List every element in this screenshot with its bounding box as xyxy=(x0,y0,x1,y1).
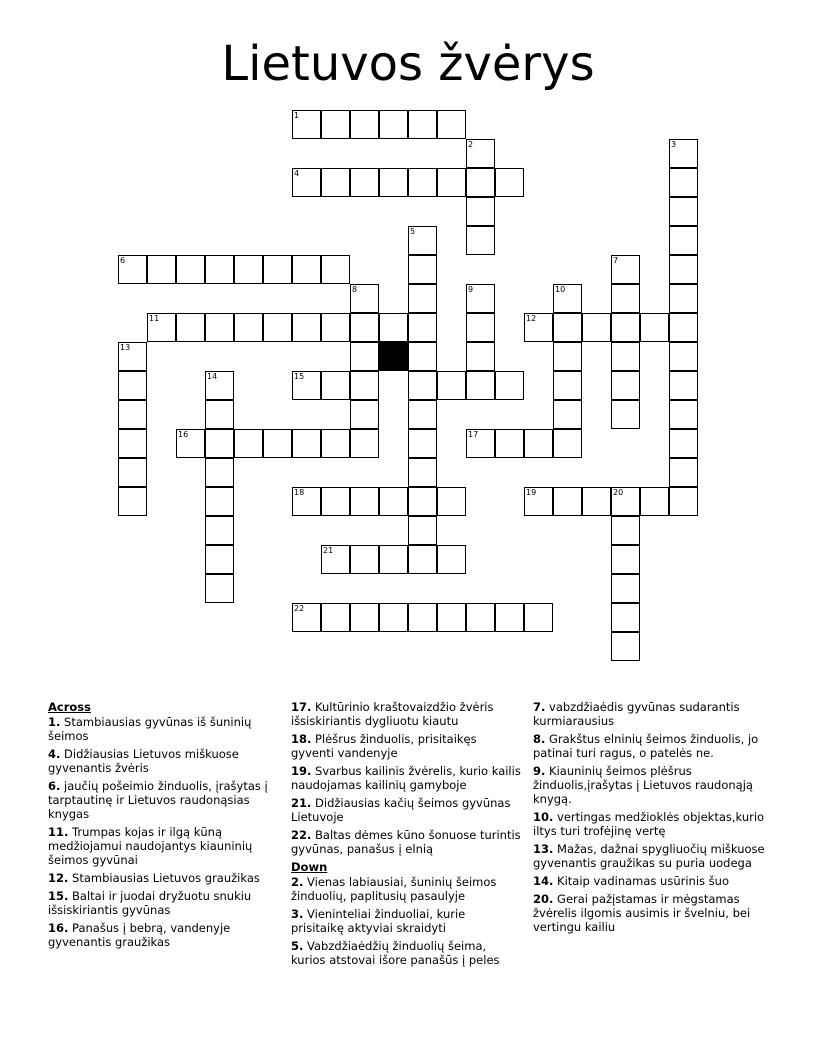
clue-text: Baltai ir juodai dryžuotu snukiu išsiskiriantis gyvūnas xyxy=(48,889,252,917)
clue-number: 2 xyxy=(468,140,474,149)
grid-cell[interactable] xyxy=(408,110,437,139)
grid-cell[interactable] xyxy=(669,342,698,371)
clue-number: 19 xyxy=(526,488,537,497)
clue-text: Vabzdžiaėdžių žinduolių šeima, kurios atstovai išore panašūs į peles xyxy=(291,939,500,967)
grid-cell[interactable] xyxy=(553,487,582,516)
grid-cell[interactable] xyxy=(582,313,611,342)
clue-item xyxy=(291,764,521,792)
grid-cell[interactable] xyxy=(292,603,321,632)
clue-number-label: 7. xyxy=(533,700,546,714)
clue-number: 3 xyxy=(671,140,677,149)
clue-number-label: 11. xyxy=(48,825,69,839)
grid-cell[interactable] xyxy=(466,313,495,342)
grid-cell[interactable] xyxy=(321,168,350,197)
clue-item xyxy=(533,732,769,760)
grid-cell[interactable] xyxy=(205,487,234,516)
clue-item xyxy=(291,875,521,903)
clue-number: 4 xyxy=(294,169,300,178)
clue-text: Svarbus kailinis žvėrelis, kurio kailis naudojamas kailinių gamyboje xyxy=(291,764,521,792)
grid-cell[interactable] xyxy=(582,487,611,516)
grid-cell[interactable] xyxy=(350,429,379,458)
grid-cell[interactable] xyxy=(408,255,437,284)
clue-number-label: 13. xyxy=(533,842,554,856)
clues-column-1 xyxy=(48,700,278,953)
clue-number-label: 17. xyxy=(291,700,312,714)
grid-cell[interactable] xyxy=(611,632,640,661)
grid-cell[interactable] xyxy=(611,284,640,313)
grid-cell[interactable] xyxy=(205,516,234,545)
grid-cell[interactable] xyxy=(466,197,495,226)
grid-cell[interactable] xyxy=(669,226,698,255)
grid-cell[interactable] xyxy=(408,226,437,255)
clue-text: Baltas dėmes kūno šonuose turintis gyvūnas, panašus į elnią xyxy=(291,828,521,856)
grid-cell[interactable] xyxy=(437,371,466,400)
grid-cell[interactable] xyxy=(408,400,437,429)
grid-cell[interactable] xyxy=(553,400,582,429)
grid-cell[interactable] xyxy=(611,603,640,632)
grid-cell[interactable] xyxy=(466,371,495,400)
grid-cell[interactable] xyxy=(176,255,205,284)
grid-cell[interactable] xyxy=(263,429,292,458)
grid-cell[interactable] xyxy=(408,458,437,487)
grid-cell[interactable] xyxy=(553,313,582,342)
clue-item xyxy=(533,810,769,838)
clue-item xyxy=(48,747,278,775)
page-title: Lietuvos žvėrys xyxy=(221,36,595,92)
clue-number: 5 xyxy=(410,227,416,236)
clue-item xyxy=(48,871,278,885)
grid-cell[interactable] xyxy=(437,603,466,632)
grid-cell[interactable] xyxy=(408,429,437,458)
grid-cell[interactable] xyxy=(466,284,495,313)
clue-item xyxy=(291,939,521,967)
grid-cell[interactable] xyxy=(669,255,698,284)
clue-text: Mažas, dažnai spygliuočių miškuose gyvenantis graužikas su puria uodega xyxy=(533,842,765,870)
grid-cell[interactable] xyxy=(147,255,176,284)
clue-item xyxy=(291,907,521,935)
clue-text: Kitaip vadinamas usūrinis šuo xyxy=(553,874,729,888)
clue-item xyxy=(533,764,769,806)
grid-cell[interactable] xyxy=(321,110,350,139)
grid-cell[interactable] xyxy=(350,603,379,632)
grid-cell[interactable] xyxy=(379,487,408,516)
clue-number: 18 xyxy=(294,488,305,497)
clue-number: 12 xyxy=(526,314,537,323)
grid-cell[interactable] xyxy=(292,371,321,400)
grid-cell[interactable] xyxy=(524,603,553,632)
clue-number-label: 12. xyxy=(48,871,69,885)
clue-item xyxy=(291,700,521,728)
grid-cell[interactable] xyxy=(524,429,553,458)
grid-cell[interactable] xyxy=(350,342,379,371)
grid-cell[interactable] xyxy=(408,487,437,516)
clue-number: 10 xyxy=(555,285,566,294)
grid-cell[interactable] xyxy=(118,255,147,284)
grid-cell[interactable] xyxy=(292,313,321,342)
clue-number-label: 22. xyxy=(291,828,312,842)
grid-cell[interactable] xyxy=(495,168,524,197)
grid-cell[interactable] xyxy=(118,400,147,429)
grid-cell[interactable] xyxy=(350,545,379,574)
clue-number: 17 xyxy=(468,430,479,439)
grid-cell[interactable] xyxy=(611,545,640,574)
grid-cell[interactable] xyxy=(205,400,234,429)
across-header: Across xyxy=(48,700,91,714)
clue-item xyxy=(291,732,521,760)
down-header: Down xyxy=(291,860,328,874)
clue-text: vabzdžiaėdis gyvūnas sudarantis kurmiarausius xyxy=(533,700,740,728)
clue-item xyxy=(48,715,278,743)
grid-cell[interactable] xyxy=(234,429,263,458)
grid-cell[interactable] xyxy=(524,487,553,516)
grid-cell[interactable] xyxy=(234,313,263,342)
clue-number: 1 xyxy=(294,111,300,120)
grid-cell[interactable] xyxy=(321,429,350,458)
clue-item xyxy=(48,825,278,867)
grid-cell[interactable] xyxy=(205,313,234,342)
clue-number: 14 xyxy=(207,372,218,381)
grid-cell[interactable] xyxy=(408,284,437,313)
grid-cell[interactable] xyxy=(611,487,640,516)
grid-cell[interactable] xyxy=(611,400,640,429)
grid-cell[interactable] xyxy=(466,429,495,458)
clue-number-label: 20. xyxy=(533,892,554,906)
clue-text: Stambiausias Lietuvos graužikas xyxy=(68,871,260,885)
grid-cell[interactable] xyxy=(437,168,466,197)
clue-number: 16 xyxy=(178,430,189,439)
clue-number-label: 10. xyxy=(533,810,554,824)
grid-cell[interactable] xyxy=(669,487,698,516)
grid-cell[interactable] xyxy=(321,313,350,342)
clue-item xyxy=(533,874,769,888)
grid-cell[interactable] xyxy=(437,110,466,139)
clue-number: 13 xyxy=(120,343,131,352)
grid-cell[interactable] xyxy=(408,168,437,197)
grid-cell[interactable] xyxy=(350,284,379,313)
clue-number: 22 xyxy=(294,604,305,613)
clue-number: 8 xyxy=(352,285,358,294)
grid-cell[interactable] xyxy=(611,371,640,400)
clue-text: Didžiausias kačių šeimos gyvūnas Lietuvoje xyxy=(291,796,511,824)
grid-cell[interactable] xyxy=(379,545,408,574)
grid-cell[interactable] xyxy=(611,313,640,342)
grid-cell[interactable] xyxy=(118,342,147,371)
grid-cell[interactable] xyxy=(611,342,640,371)
grid-cell[interactable] xyxy=(553,342,582,371)
grid-cell[interactable] xyxy=(379,603,408,632)
clue-number-label: 5. xyxy=(291,939,304,953)
grid-cell[interactable] xyxy=(205,255,234,284)
clue-number: 11 xyxy=(149,314,160,323)
grid-cell[interactable] xyxy=(350,110,379,139)
grid-cell[interactable] xyxy=(205,458,234,487)
grid-cell[interactable] xyxy=(669,313,698,342)
clue-item xyxy=(533,842,769,870)
clue-item xyxy=(48,889,278,917)
grid-cell[interactable] xyxy=(263,255,292,284)
clue-text: Plėšrus žinduolis, prisitaikęs gyventi vandenyje xyxy=(291,732,477,760)
grid-cell[interactable] xyxy=(176,313,205,342)
grid-cell[interactable] xyxy=(553,371,582,400)
clue-number: 21 xyxy=(323,546,334,555)
grid-cell[interactable] xyxy=(437,487,466,516)
grid-cell[interactable] xyxy=(292,110,321,139)
grid-cell[interactable] xyxy=(524,313,553,342)
grid-cell[interactable] xyxy=(350,313,379,342)
grid-cell[interactable] xyxy=(321,371,350,400)
grid-cell[interactable] xyxy=(205,429,234,458)
grid-cell[interactable] xyxy=(408,371,437,400)
grid-cell[interactable] xyxy=(118,429,147,458)
grid-cell[interactable] xyxy=(263,313,292,342)
grid-cell[interactable] xyxy=(118,371,147,400)
clues-column-2 xyxy=(291,700,521,971)
clue-item xyxy=(291,828,521,856)
clue-text: Didžiausias Lietuvos miškuose gyvenantis žvėris xyxy=(48,747,239,775)
grid-cell[interactable] xyxy=(669,458,698,487)
grid-cell[interactable] xyxy=(408,516,437,545)
grid-cell[interactable] xyxy=(495,371,524,400)
grid-cell[interactable] xyxy=(553,284,582,313)
clue-number-label: 8. xyxy=(533,732,546,746)
grid-cell[interactable] xyxy=(118,458,147,487)
grid-cell[interactable] xyxy=(437,545,466,574)
grid-cell[interactable] xyxy=(495,429,524,458)
grid-cell[interactable] xyxy=(669,284,698,313)
grid-cell[interactable] xyxy=(176,429,205,458)
grid-cell[interactable] xyxy=(205,574,234,603)
clue-text: Trumpas kojas ir ilgą kūną medžiojamui naudojantys kiauninių šeimos gyvūnai xyxy=(48,825,253,867)
grid-cell[interactable] xyxy=(118,487,147,516)
grid-cell[interactable] xyxy=(611,255,640,284)
grid-cell[interactable] xyxy=(640,313,669,342)
grid-cell[interactable] xyxy=(669,371,698,400)
grid-cell[interactable] xyxy=(292,255,321,284)
grid-cell[interactable] xyxy=(350,168,379,197)
grid-cell[interactable] xyxy=(466,603,495,632)
grid-cell[interactable] xyxy=(147,313,176,342)
grid-cell[interactable] xyxy=(495,603,524,632)
grid-cell[interactable] xyxy=(321,603,350,632)
clue-number: 9 xyxy=(468,285,474,294)
clue-number-label: 2. xyxy=(291,875,304,889)
grid-cell[interactable] xyxy=(321,545,350,574)
grid-cell[interactable] xyxy=(234,255,263,284)
grid-cell[interactable] xyxy=(321,255,350,284)
grid-cell[interactable] xyxy=(640,487,669,516)
clue-text: Vieninteliai žinduoliai, kurie prisitaikę aktyviai skraidyti xyxy=(291,907,466,935)
clue-number-label: 6. xyxy=(48,779,61,793)
grid-cell[interactable] xyxy=(611,574,640,603)
grid-cell[interactable] xyxy=(466,342,495,371)
grid-cell[interactable] xyxy=(292,487,321,516)
clue-number-label: 15. xyxy=(48,889,69,903)
clue-number-label: 14. xyxy=(533,874,554,888)
grid-cell[interactable] xyxy=(466,168,495,197)
clue-item xyxy=(48,921,278,949)
clue-number: 15 xyxy=(294,372,305,381)
clue-text: Kiauninių šeimos plėšrus žinduolis,įrašytas į Lietuvos raudonąją knygą. xyxy=(533,764,753,806)
clue-text: Stambiausias gyvūnas iš šuninių šeimos xyxy=(48,715,252,743)
black-cell xyxy=(379,342,408,371)
grid-cell[interactable] xyxy=(669,197,698,226)
clue-text: Panašus į bebrą, vandenyje gyvenantis graužikas xyxy=(48,921,231,949)
grid-cell[interactable] xyxy=(408,313,437,342)
grid-cell[interactable] xyxy=(408,545,437,574)
grid-cell[interactable] xyxy=(669,139,698,168)
clue-item xyxy=(533,892,769,934)
clue-text: Gerai pažįstamas ir mėgstamas žvėrelis ilgomis ausimis ir švelniu, bei vertingu kailiu xyxy=(533,892,751,934)
clue-number-label: 19. xyxy=(291,764,312,778)
clue-number-label: 9. xyxy=(533,764,546,778)
grid-cell[interactable] xyxy=(205,545,234,574)
clue-number: 20 xyxy=(613,488,624,497)
grid-cell[interactable] xyxy=(466,226,495,255)
clue-text: jaučių pošeimio žinduolis, įrašytas į tarptautinę ir Lietuvos raudonąsias knygas xyxy=(48,779,268,821)
grid-cell[interactable] xyxy=(350,400,379,429)
clue-text: Kultūrinio kraštovaizdžio žvėris išsiskiriantis dygliuotu kiautu xyxy=(291,700,494,728)
grid-cell[interactable] xyxy=(292,429,321,458)
grid-cell[interactable] xyxy=(379,110,408,139)
clue-number-label: 1. xyxy=(48,715,61,729)
grid-cell[interactable] xyxy=(350,487,379,516)
clue-number: 7 xyxy=(613,256,619,265)
clue-item xyxy=(291,796,521,824)
clues-column-3 xyxy=(533,700,769,938)
grid-cell[interactable] xyxy=(205,371,234,400)
clue-text: vertingas medžioklės objektas,kurio iltys turi trofėjinę vertę xyxy=(533,810,765,838)
grid-cell[interactable] xyxy=(379,313,408,342)
clue-number-label: 16. xyxy=(48,921,69,935)
clue-item xyxy=(533,700,769,728)
grid-cell[interactable] xyxy=(379,168,408,197)
grid-cell[interactable] xyxy=(350,371,379,400)
grid-cell[interactable] xyxy=(669,168,698,197)
grid-cell[interactable] xyxy=(466,139,495,168)
clue-number-label: 18. xyxy=(291,732,312,746)
clue-number: 6 xyxy=(120,256,126,265)
grid-cell[interactable] xyxy=(408,342,437,371)
clue-text: Vienas labiausiai, šuninių šeimos žinduolių, paplitusių pasaulyje xyxy=(291,875,497,903)
grid-cell[interactable] xyxy=(321,487,350,516)
grid-cell[interactable] xyxy=(611,516,640,545)
grid-cell[interactable] xyxy=(669,429,698,458)
grid-cell[interactable] xyxy=(408,603,437,632)
clue-item xyxy=(48,779,278,821)
clue-text: Grakštus elninių šeimos žinduolis, jo patinai turi ragus, o patelės ne. xyxy=(533,732,759,760)
clue-number-label: 21. xyxy=(291,796,312,810)
grid-cell[interactable] xyxy=(553,429,582,458)
grid-cell[interactable] xyxy=(669,400,698,429)
clue-number-label: 4. xyxy=(48,747,61,761)
grid-cell[interactable] xyxy=(292,168,321,197)
clue-number-label: 3. xyxy=(291,907,304,921)
